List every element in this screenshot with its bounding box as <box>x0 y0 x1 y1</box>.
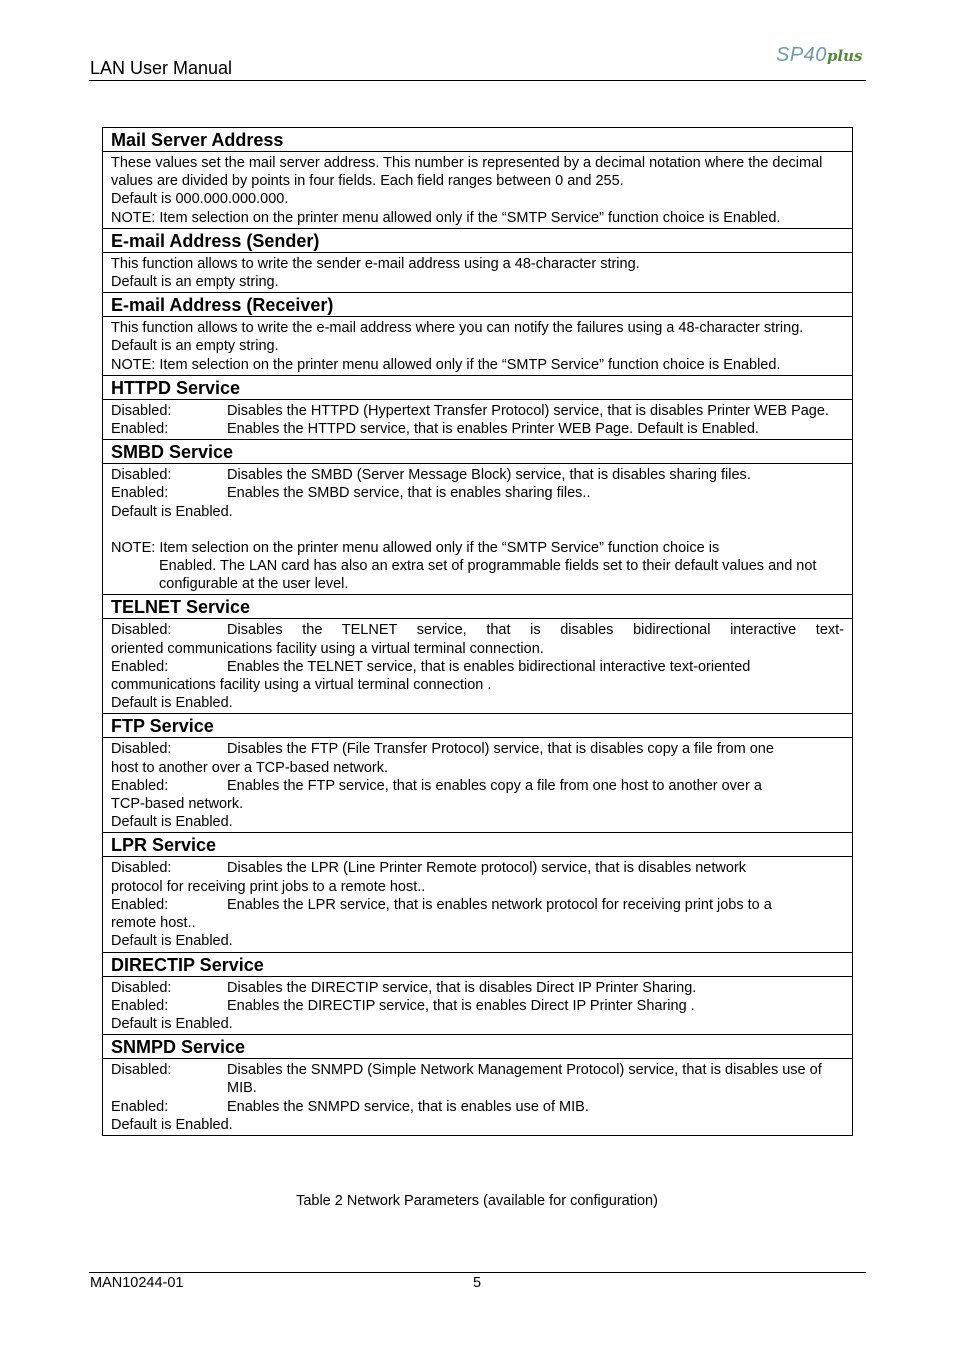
header-title: LAN User Manual <box>90 58 233 78</box>
body-line: Default is an empty string. <box>111 338 279 355</box>
disabled-row <box>111 859 844 877</box>
disabled-label: Disabled: <box>111 467 172 484</box>
enabled-description: Enables the TELNET service, that is enables bidirectional interactive text-oriented <box>227 658 751 675</box>
enabled-label: Enabled: <box>111 997 169 1014</box>
enabled-label: Enabled: <box>111 421 169 438</box>
body-line: Default is 000.000.000.000. <box>111 191 289 208</box>
disabled-description: Disables the SNMPD (Simple Network Management Protocol) service, that is disables use of MIB. <box>227 1062 822 1097</box>
footer-doc-code: MAN10244-01 <box>90 1275 184 1291</box>
section-title-httpd-service: HTTPD Service <box>103 375 853 399</box>
disabled-row <box>111 1061 844 1097</box>
section-title-mail-server-address: Mail Server Address <box>103 128 853 152</box>
body-line: This function allows to write the e-mail address where you can notify the failures using a 48-character string. <box>111 320 804 337</box>
section-body-telnet-service <box>103 619 853 714</box>
section-title-snmpd-service: SNMPD Service <box>103 1035 853 1059</box>
default-value: Default is Enabled. <box>111 503 233 520</box>
enabled-row <box>111 484 844 502</box>
default-value: Default is Enabled. <box>111 1116 233 1133</box>
note-continuation: Enabled. The LAN card has also an extra set of programmable fields set to their default values and not configurable at the user level. <box>159 558 817 593</box>
disabled-description: Disables the FTP (File Transfer Protocol) service, that is disables copy a file from one <box>227 741 774 758</box>
default-value: Default is Enabled. <box>111 814 233 831</box>
disabled-row <box>111 740 844 758</box>
enabled-label: Enabled: <box>111 1098 169 1115</box>
enabled-description: Enables the SMBD service, that is enables sharing files.. <box>227 485 591 502</box>
disabled-description: Disables the DIRECTIP service, that is disables Direct IP Printer Sharing. <box>227 979 697 996</box>
enabled-label: Enabled: <box>111 485 169 502</box>
enabled-description: Enables the FTP service, that is enables copy a file from one host to another over a <box>227 777 762 794</box>
enabled-row <box>111 896 844 914</box>
section-title-ftp-service: FTP Service <box>103 714 853 738</box>
default-value: Default is Enabled. <box>111 695 233 712</box>
disabled-description-continuation: protocol for receiving print jobs to a remote host.. <box>111 878 426 895</box>
enabled-row <box>111 1098 844 1116</box>
enabled-description-continuation: remote host.. <box>111 915 196 932</box>
enabled-description-continuation: TCP-based network. <box>111 796 244 813</box>
network-parameters-table <box>102 127 853 1136</box>
disabled-row <box>111 979 844 997</box>
disabled-description: Disables the SMBD (Server Message Block) service, that is disables sharing files. <box>227 467 751 484</box>
enabled-description: Enables the HTTPD service, that is enables Printer WEB Page. Default is Enabled. <box>227 421 759 438</box>
brand-logo <box>776 44 862 67</box>
enabled-label: Enabled: <box>111 658 169 675</box>
footer-divider <box>89 1272 866 1273</box>
spacer <box>111 521 844 539</box>
note-first-line: NOTE: Item selection on the printer menu allowed only if the “SMTP Service” function choice is <box>111 539 720 556</box>
section-title-telnet-service: TELNET Service <box>103 595 853 619</box>
disabled-label: Disabled: <box>111 622 172 639</box>
disabled-label: Disabled: <box>111 1062 172 1079</box>
section-body-smbd-service <box>103 464 853 595</box>
section-body-snmpd-service <box>103 1059 853 1136</box>
section-body-directip-service <box>103 976 853 1035</box>
disabled-label: Disabled: <box>111 860 172 877</box>
disabled-description: Disables the HTTPD (Hypertext Transfer Protocol) service, that is disables Printer WEB Page. <box>227 402 829 419</box>
enabled-description: Enables the LPR service, that is enables network protocol for receiving print jobs to a <box>227 896 772 913</box>
header-divider <box>89 80 866 81</box>
disabled-label: Disabled: <box>111 741 172 758</box>
body-line: NOTE: Item selection on the printer menu allowed only if the “SMTP Service” function choice is Enabled. <box>111 356 781 373</box>
disabled-label: Disabled: <box>111 402 172 419</box>
section-body-mail-server-address <box>103 152 853 229</box>
body-line: This function allows to write the sender e-mail address using a 48-character string. <box>111 255 640 272</box>
disabled-row <box>111 621 844 639</box>
disabled-description-continuation: oriented communications facility using a virtual terminal connection. <box>111 640 544 657</box>
section-title-lpr-service: LPR Service <box>103 833 853 857</box>
logo-sub-text: plus <box>826 47 863 65</box>
disabled-description: Disables the LPR (Line Printer Remote protocol) service, that is disables network <box>227 860 747 877</box>
default-value: Default is Enabled. <box>111 1015 233 1032</box>
table-caption: Table 2 Network Parameters (available for configuration) <box>296 1193 658 1209</box>
body-line: These values set the mail server address. This number is represented by a decimal notation where the decimal values are divided by points in four fields. Each field ranges between 0 and 255. <box>111 155 823 190</box>
enabled-row <box>111 420 844 438</box>
section-title-email-receiver: E-mail Address (Receiver) <box>103 293 853 317</box>
enabled-description-continuation: communications facility using a virtual terminal connection . <box>111 677 492 694</box>
disabled-label: Disabled: <box>111 979 172 996</box>
footer-page-number: 5 <box>473 1275 482 1291</box>
enabled-description: Enables the SNMPD service, that is enables use of MIB. <box>227 1098 589 1115</box>
enabled-row <box>111 658 844 676</box>
disabled-description-continuation: host to another over a TCP-based network. <box>111 759 388 776</box>
section-title-smbd-service: SMBD Service <box>103 440 853 464</box>
section-body-email-receiver <box>103 317 853 376</box>
logo-main-text: SP40 <box>776 44 827 66</box>
enabled-label: Enabled: <box>111 777 169 794</box>
section-body-httpd-service <box>103 399 853 439</box>
disabled-row <box>111 402 844 420</box>
section-body-lpr-service <box>103 857 853 952</box>
enabled-row <box>111 777 844 795</box>
disabled-row <box>111 466 844 484</box>
body-line: Default is an empty string. <box>111 274 279 291</box>
enabled-description: Enables the DIRECTIP service, that is enables Direct IP Printer Sharing . <box>227 997 695 1014</box>
section-title-email-sender: E-mail Address (Sender) <box>103 228 853 252</box>
default-value: Default is Enabled. <box>111 933 233 950</box>
section-body-email-sender <box>103 252 853 292</box>
section-body-ftp-service <box>103 738 853 833</box>
section-title-directip-service: DIRECTIP Service <box>103 952 853 976</box>
disabled-description: Disables the TELNET service, that is disables bidirectional interactive text- <box>227 622 844 639</box>
body-line: NOTE: Item selection on the printer menu allowed only if the “SMTP Service” function choice is Enabled. <box>111 209 781 226</box>
enabled-row <box>111 997 844 1015</box>
enabled-label: Enabled: <box>111 896 169 913</box>
